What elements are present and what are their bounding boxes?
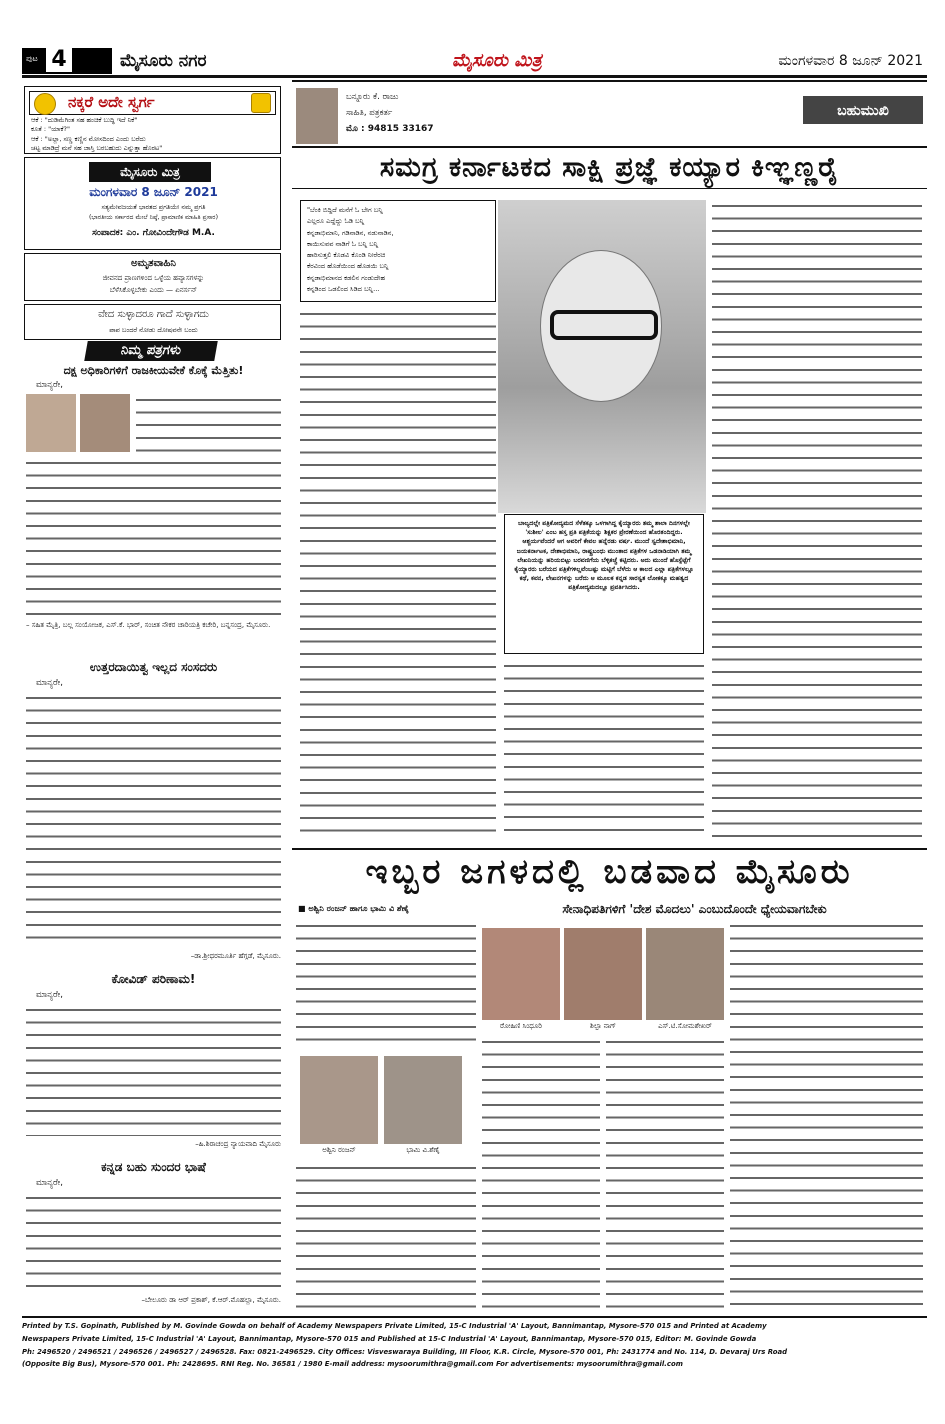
joke-line: ಚಟ್ಟ ಮಾಡಿದ್ರೆ ಮನೆ ಸಹ ಜಾಸ್ತಿ ಬರಬಹುದು ಎನ್ನುತ್ತಾ ಹೊರಟ"	[31, 143, 163, 152]
letter-body	[26, 1192, 281, 1294]
letter-salute: ಮಾನ್ಯರೇ,	[36, 380, 63, 390]
letter-body	[26, 1004, 281, 1136]
poem-line: ಎಲ್ಲರೂ ಎದ್ದೆದ್ದು ಓಡಿ ಬನ್ನಿ	[307, 217, 365, 226]
author-caption: ಅಶ್ವಿನಿ ರಂಜನ್	[322, 1146, 356, 1154]
author-role: ಸಾಹಿತಿ, ಪತ್ರಕರ್ತ	[346, 108, 393, 118]
page-label: ಪುಟ	[26, 54, 38, 63]
column-tag	[803, 96, 923, 124]
section-name: ಮೈಸೂರು ನಗರ	[120, 51, 207, 71]
letter-title: ಉತ್ತರದಾಯಿತ್ವ ಇಲ್ಲದ ಸಂಸದರು	[89, 660, 218, 674]
author-caption: ಭಾಮಿ ವಿ.ಶೆಣೈ	[406, 1146, 440, 1154]
poem-line: ಕೆರವಿಂದ ಹೊಡೆಯಿಂದ ಹೊಡಯಿ ಬನ್ನಿ	[307, 262, 389, 271]
author-mobile: ಮೊ : 94815 33167	[346, 124, 434, 134]
author-photo	[296, 88, 338, 144]
feature-body-middle	[504, 660, 704, 840]
letter-signature: –ಬೇಲೂರು ಡಾ ಆರ್ ಪ್ರಕಾಶ್, ಕೆ.ಆರ್.ಮೊಹಲ್ಲಾ, ಮೈಸೂರು.	[141, 1296, 281, 1304]
poem-line: "ಬೆಂಕಿ ಬಿದ್ದಿದೆ ಮನೆಗೆ ಓ ಬೇಗ ಬನ್ನಿ	[307, 206, 383, 214]
feature-body-right	[712, 200, 922, 840]
letter-body	[26, 692, 281, 948]
poem-line: ಕಾಯಿಸುವವ ನಾಡಿಗೆ ಓ ಬನ್ನಿ ಬನ್ನಿ	[307, 239, 379, 248]
story-photo	[482, 928, 560, 1020]
story-byline: ■ ಅಶ್ವಿನಿ ರಂಜನ್ ಹಾಗೂ ಭಾಮಿ ವಿ ಶೆಣೈ	[298, 904, 409, 913]
letter-photo	[26, 394, 76, 452]
letter-2	[26, 660, 281, 968]
amrutavahini-title: ಅಮೃತವಾಹಿನಿ	[131, 258, 176, 269]
story-subhead: ಸೇನಾಧಿಪತಿಗಳಿಗೆ 'ದೇಶ ಮೊದಲು' ಎಂಬುದೊಂದೇ ಧ್ಯೇಯವಾಗಬೇಕು	[562, 902, 827, 916]
proverb-subtext: ಪಾಪ ಬಂದರೆ ನೋಡು ದೋಷವನೇ ಬಂದು	[109, 326, 198, 334]
joke-line: ಆಕೆ : "ಅಲ್ಲಾ, ಸಣ್ಣ ಕಣ್ಣಿನ ಮೋಸದಿಂದ ಎಂದು ಬರೆದು	[31, 134, 146, 143]
column-tag-text: ಬಹುಮುಖಿ	[837, 103, 889, 119]
letter-photo	[80, 394, 130, 452]
page-number-badge	[22, 48, 112, 74]
masthead-logo: ಮೈಸೂರು ಮಿತ್ರ	[452, 50, 542, 71]
poem-line: ಕನ್ನಡಾಭಿಮಾನದ ಕಡಲಿನ ಗಂಡುದೇಹ	[307, 273, 386, 282]
feature-article	[292, 80, 927, 842]
imprint-line: Ph: 2496520 / 2496521 / 2496526 / 2496527 / 2496528. Fax: 0821-2496529. City Offices: Visveswaraya Building, III Floor, K.R. Circle, Mysore-570 001, Ph: 2431774 and No. 114, D. Devaraj Urs Road	[22, 1347, 788, 1356]
story-photo	[564, 928, 642, 1020]
amrutavahini-text: ಬೆಳೆಸಿಕೊಳ್ಳಬೇಕು ಎಂದು — ಏನರ್ಸನ್	[109, 286, 198, 294]
joke-line: ಕೂತೆ : "ಯಾಕೆ?"	[31, 125, 70, 134]
story-body-col3	[606, 1036, 724, 1310]
author-photo	[300, 1056, 378, 1144]
portrait-glasses	[550, 310, 658, 340]
letter-3	[26, 972, 281, 1156]
letter-signature: – ಸಹಿತ ಮೈತ್ರಿ, ಬಲ್ಲ ಸಂಯೋಜಕ, ಎಸ್.ಕೆ. ಭಾರ್, ಸಂಚಿತ ನೌಕರ ಚಾರಿಯತ್ರಿ ಕಚೇರಿ, ಬನ್ನಸಂದ್ರ, ಮೈಸೂರು.	[26, 621, 271, 629]
story-body-col1b	[296, 1162, 476, 1310]
story-photo	[646, 928, 724, 1020]
imprint-line: Newspapers Private Limited, 15-C Industrial 'A' Layout, Bannimantap, Mysore-570 015 and Published at 15-C Industrial 'A' Layout, Bannimantap, Mysore-570 015, Editor: M. Govinde Gowda	[22, 1334, 757, 1343]
amrutavahini-text: ಜೀವನದ ಪ್ರಾಣಗಳಿಂದ ಒಳ್ಳೆಯ ಹವ್ಯಾಸಗಳನ್ನು	[102, 274, 205, 282]
letter-1	[26, 364, 281, 656]
laughing-face-icon	[34, 93, 56, 115]
author-photo	[384, 1056, 462, 1144]
proverb-box	[24, 304, 281, 340]
imprint-line: (Opposite Big Bus), Mysore-570 001. Ph: 2428695. RNI Reg. No. 36581 / 1980 E-mail address: mysoorumithra@gmail.com For advertisements: mysoorumithra@gmail.com	[22, 1360, 683, 1369]
lead-story	[292, 848, 927, 1313]
poem-line: ಕನ್ನಡಾಭಿಮಾನಿ, ಗಡಿನಾಡಿನ, ನಡುನಾಡಿನ,	[307, 228, 394, 237]
letter-title: ಕನ್ನಡ ಬಹು ಸುಂದರ ಭಾಷೆ	[101, 1160, 206, 1174]
letter-title: ಕೋವಿಡ್ ಪರಿಣಾಮ!	[111, 972, 196, 986]
pull-quote-text: ಬಾಲ್ಯದಲ್ಲೇ ಪತ್ರಿಕೋದ್ಯಮದ ಸೆಳೆತಕ್ಕೂ ಒಳಗಾಗಿದ್ದ ಕೈಯ್ಯಾರರು ತಮ್ಮ ಶಾಲಾ ದಿನಗಳಲ್ಲೇ 'ಸುಶೀಲ' ಎಂಬ ಹಸ್ತ ಪ್ರತಿ ಪತ್ರಿಕೆಯನ್ನು ಶಿಕ್ಷಕರ ಪ್ರೇರಣೆಯಿಂದ ಹೊರತಂದಿದ್ದರು. ಆಶ್ಚರ್ಯವೆಂದರೆ ಆಗ ಅವರಿಗೆ ಕೇವಲ ಹನ್ನೆರಡು ವರ್ಷ. ಮುಂದೆ ಸ್ವದೇಶಾಭಿಮಾನಿ, ಜಯಕರ್ನಾಟಕ, ದೇಶಾಭಿಮಾನಿ, ರಾಷ್ಟ್ರಬಂಧು ಮುಂತಾದ ಪತ್ರಿಕೆಗಳ ಒಡನಾಡಿಯಾಗಿ ತಮ್ಮ ಲೇಖನಿಯನ್ನು ಹರಿಯಬಿಟ್ಟು ಬರವಣಿಗೆಯ ಬೆಳ್ಳಿಕಚ್ಚೆ ಕಟ್ಟಿದರು. ಅದು ಮುಂದೆ ಹೊಸ್ಪೆಟ್ಟೆಗೆ ಕೈಯ್ಯಾರರು ಬರೆಯದ ಪತ್ರಿಕೆಗಳಿಲ್ಲವೆಂಬಷ್ಟು ಮಟ್ಟಿಗೆ ಬೆಳೆದು ಆ ಕಾಲದ ಎಲ್ಲಾ ಪತ್ರಿಕೆಗಳಲ್ಲೂ ಕಥೆ, ಕವನ, ಲೇಖನಗಳನ್ನು ಬರೆದು ಆ ಮೂಲಕ ಕನ್ನಡ ಸಾರಸ್ವತ ಲೋಕಕ್ಕೂ ಮಹತ್ವದ ಪತ್ರಿಕೋದ್ಯಮದಲ್ಲೂ ಪ್ರವರ್ತಿಸಿದರು.	[514, 520, 694, 592]
letter-signature: –ಡಾ.ಶ್ರೀಧರಮೂರ್ತಿ ಹೆಗ್ಗಡೆ, ಮೈಸೂರು.	[190, 952, 281, 960]
joke-title-bar	[29, 91, 276, 115]
masthead-box-date: ಮಂಗಳವಾರ 8 ಜೂನ್ 2021	[89, 185, 218, 199]
pull-quote	[504, 514, 704, 654]
issue-date: ಮಂಗಳವಾರ 8 ಜೂನ್ 2021	[778, 53, 923, 69]
letters-banner	[84, 341, 218, 361]
letter-title: ದಕ್ಷ ಅಧಿಕಾರಿಗಳಿಗೆ ರಾಜಕೀಯವೇಕೆ ಕೊಕ್ಕೆ ಮೆತ್ತಿತು!	[63, 364, 244, 377]
editor-line: ಸಂಪಾದಕ: ಎಂ. ಗೋವಿಂದೇಗೌಡ M.A.	[92, 228, 215, 238]
feature-body-left	[300, 308, 496, 840]
portrait-photo	[498, 200, 706, 513]
masthead-motto: ಸತ್ಯಮೇವಜಯತೆ ಭಾರತದ ಪ್ರಗತಿಯೇ ನಮ್ಮ ಪ್ರಗತಿ	[101, 203, 206, 211]
letter-salute: ಮಾನ್ಯರೇ,	[36, 678, 63, 688]
page-number: 4	[46, 48, 72, 72]
letters-banner-text: ನಿಮ್ಮ ಪತ್ರಗಳು	[119, 343, 183, 358]
masthead-box	[24, 157, 281, 250]
letter-salute: ಮಾನ್ಯರೇ,	[36, 1178, 63, 1188]
photo-caption: ಶಿಲ್ಪಾ ನಾಗ್	[589, 1022, 617, 1030]
masthead-motto: (ಭಾರತೀಯ ಸರ್ಕಾರದ ಮೇಲೆ ನಿಷ್ಠೆ, ಪ್ರಾಮಾಣಿಕ ಮಾಹಿತಿ ಪ್ರಸಾರ)	[89, 214, 218, 221]
poem-box	[300, 200, 496, 302]
photo-caption: ರೋಹಿಣಿ ಸಿಂಧೂರಿ	[500, 1022, 542, 1030]
joke-line: ಆಕೆ : "ದುಡಿಮೆಗಿಂತ ಸಹ ಹಂಚಿಕೆ ಬುದ್ಧಿ ಇದೆ ನಿಕೆ"	[31, 116, 138, 124]
joke-title: ನಕ್ಕರೆ ಅದೇ ಸ್ವರ್ಗ	[68, 93, 155, 111]
author-name: ಬನ್ನೂರು ಕೆ. ರಾಜು	[346, 92, 399, 102]
story-body-col2	[482, 1036, 600, 1310]
feature-headline: ಸಮಗ್ರ ಕರ್ನಾಟಕದ ಸಾಕ್ಷಿ ಪ್ರಜ್ಞೆ ಕಯ್ಯಾರ ಕಿಞ್ಞಣ್ಣರೈ	[292, 146, 927, 189]
imprint-footer	[22, 1316, 927, 1390]
imprint-line: Printed by T.S. Gopinath, Published by M. Govinde Gowda on behalf of Academy Newspapers Private Limited, 15-C Industrial 'A' Layout, Bannimantap, Mysore-570 015 and Printed at Academy	[22, 1322, 767, 1330]
photo-caption: ಎಸ್.ಟಿ.ಸೋಮಶೇಖರ್	[658, 1022, 712, 1030]
poem-line: ಹಾರಿಸುತ್ತಲಿ ಕೊಡವಿ ಕೊಂಡಿ ನೀರೆರಚಿ	[307, 251, 386, 260]
letter-4	[26, 1160, 281, 1310]
letter-salute: ಮಾನ್ಯರೇ,	[36, 990, 63, 1000]
masthead-box-logo: ಮೈಸೂರು ಮಿತ್ರ	[89, 162, 211, 182]
story-body-col4	[730, 920, 923, 1310]
letter-signature: –ಹಿ.ಶಿರಾಚಂದ್ರ ನ್ಯಾಯವಾದಿ ಮೈಸೂರು	[195, 1140, 281, 1148]
cartoon-icon	[251, 93, 271, 113]
proverb-text: ವೇದ ಸುಳ್ಳಾದರೂ ಗಾದೆ ಸುಳ್ಳಾಗದು	[98, 309, 209, 320]
page-header	[22, 48, 927, 78]
story-headline: ಇಬ್ಬರ ಜಗಳದಲ್ಲಿ ಬಡವಾದ ಮೈಸೂರು	[365, 852, 854, 892]
joke-box	[24, 86, 281, 154]
amrutavahini-box	[24, 253, 281, 301]
story-body-col1	[296, 920, 476, 1050]
poem-line: ಕನ್ನಡಿಂದ ಒಡಲಿಂದ ಸಿಡಿದ ಬನ್ನಿ...	[307, 285, 380, 294]
